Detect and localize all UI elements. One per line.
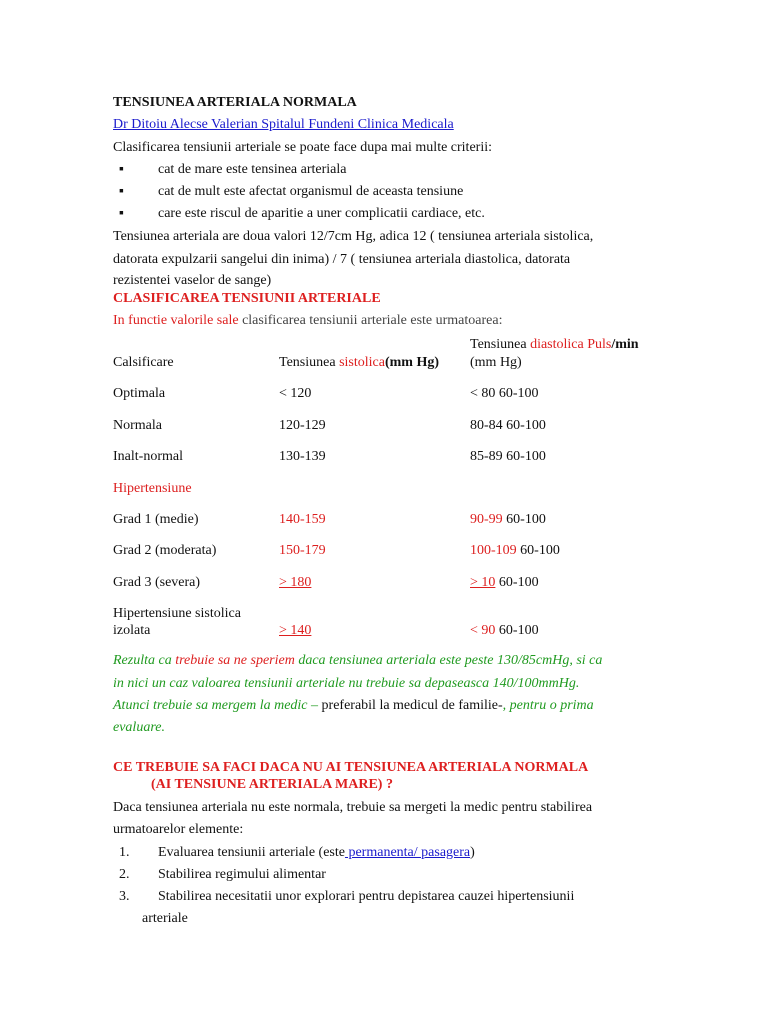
- bullet-text: care este riscul de aparitie a uner complicatii cardiace, etc.: [158, 206, 485, 221]
- paragraph-line: urmatoarelor elemente:: [113, 822, 244, 837]
- page-title: TENSIUNEA ARTERIALA NORMALA: [113, 95, 357, 110]
- row-label: Hipertensiune sistolica: [113, 606, 241, 621]
- conclusion-line: evaluare.: [113, 720, 165, 735]
- header-systolic-unit: (mm Hg): [384, 355, 439, 370]
- row-label: Optimala: [113, 386, 166, 401]
- row-diastolic: [470, 512, 546, 528]
- section-title: CLASIFICAREA TENSIUNII ARTERIALE: [113, 291, 381, 306]
- header-diastolic: [470, 337, 639, 353]
- item-text-main: Evaluarea tensiunii arteriale (este: [158, 845, 345, 860]
- row-systolic: 140-159: [279, 512, 326, 527]
- conclusion-text: daca tensiunea arteriala este peste 130/85cmHg, si ca: [294, 653, 603, 668]
- row-diastolic: < 80 60-100: [470, 386, 539, 401]
- row-label: Grad 3 (severa): [113, 575, 201, 590]
- item-text: Stabilirea necesitatii unor explorari pentru depistarea cauzei hipertensiunii: [158, 889, 575, 904]
- row-label-cont: izolata: [113, 623, 151, 638]
- section-intro: [113, 313, 502, 329]
- paragraph-line: Tensiunea arteriala are doua valori 12/7cm Hg, adica 12 ( tensiunea arteriala sistolica,: [113, 229, 594, 244]
- hypertension-label: Hipertensiune: [113, 481, 192, 496]
- item-number: 2.: [119, 867, 130, 882]
- conclusion-highlight: trebuie sa ne speriem: [175, 653, 295, 668]
- header-diastolic-unit-line: (mm Hg): [470, 355, 522, 370]
- conclusion-plain: preferabil la medicul de familie-: [321, 698, 503, 713]
- header-diastolic-unit: /min: [611, 337, 639, 352]
- row-pulse-value: 60-100: [495, 575, 539, 590]
- conclusion-text: Atunci trebuie sa mergem la medic –: [113, 698, 322, 713]
- row-pulse-value: 60-100: [502, 512, 546, 527]
- header-diastolic-highlight: diastolica Puls: [530, 337, 612, 352]
- paragraph-line: Daca tensiunea arteriala nu este normala, trebuie sa mergeti la medic pentru stabilirea: [113, 800, 593, 815]
- row-diastolic: [470, 575, 539, 591]
- conclusion-line: in nici un caz valoarea tensiunii arteriale nu trebuie sa depaseasca 140/100mmHg.: [113, 676, 580, 691]
- intro-text: Clasificarea tensiunii arteriale se poate face dupa mai multe criterii:: [113, 140, 492, 155]
- author-link[interactable]: Dr Ditoiu Alecse Valerian Spitalul Fundeni Clinica Medicala: [113, 117, 454, 132]
- row-systolic: 130-139: [279, 449, 326, 464]
- row-label: Inalt-normal: [113, 449, 183, 464]
- row-systolic: 120-129: [279, 418, 326, 433]
- paragraph-line: datorata expulzarii sangelui din inima) / 7 ( tensiunea arteriala diastolica, datorata: [113, 252, 571, 267]
- row-diastolic-value: 90-99: [470, 512, 503, 527]
- conclusion-line: [113, 653, 602, 669]
- row-label: Grad 1 (medie): [113, 512, 199, 527]
- conclusion-line: [113, 698, 594, 714]
- section-title: CE TREBUIE SA FACI DACA NU AI TENSIUNEA ARTERIALA NORMALA: [113, 760, 589, 775]
- header-systolic-label: Tensiunea: [279, 355, 340, 370]
- item-number: 1.: [119, 845, 130, 860]
- item-text: [158, 845, 475, 861]
- section-title-cont: (AI TENSIUNE ARTERIALA MARE) ?: [151, 777, 393, 792]
- section-intro-highlight: In functie valorile sale: [113, 313, 239, 328]
- row-label: Normala: [113, 418, 162, 433]
- row-pulse-value: 60-100: [495, 623, 539, 638]
- section-intro-rest: clasificarea tensiunii arteriale este urmatoarea:: [238, 313, 503, 328]
- row-diastolic-value: 100-109: [470, 543, 517, 558]
- header-systolic-highlight: sistolica: [339, 355, 385, 370]
- numbered-item-cont: arteriale: [142, 911, 188, 926]
- row-diastolic-value: > 10: [470, 575, 496, 590]
- row-pulse-value: 60-100: [516, 543, 560, 558]
- conclusion-text: , pentru o prima: [502, 698, 594, 713]
- row-systolic: 150-179: [279, 543, 326, 558]
- bullet-text: cat de mult este afectat organismul de aceasta tensiune: [158, 184, 464, 199]
- item-number: 3.: [119, 889, 130, 904]
- row-systolic: > 180: [279, 575, 312, 590]
- bullet-icon: ▪: [119, 206, 124, 221]
- header-diastolic-label: Tensiunea: [470, 337, 531, 352]
- bullet-icon: ▪: [119, 184, 124, 199]
- row-diastolic-value: < 90: [470, 623, 496, 638]
- row-diastolic: 80-84 60-100: [470, 418, 546, 433]
- item-text-end: ): [470, 845, 475, 860]
- header-systolic: [279, 355, 439, 371]
- row-systolic: < 120: [279, 386, 312, 401]
- row-label: Grad 2 (moderata): [113, 543, 217, 558]
- bullet-icon: ▪: [119, 162, 124, 177]
- item-link[interactable]: permanenta/ pasagera: [344, 845, 471, 860]
- header-classification: Calsificare: [113, 355, 174, 370]
- bullet-text: cat de mare este tensinea arteriala: [158, 162, 347, 177]
- row-diastolic: [470, 543, 560, 559]
- row-systolic: > 140: [279, 623, 312, 638]
- row-diastolic: 85-89 60-100: [470, 449, 546, 464]
- item-text: Stabilirea regimului alimentar: [158, 867, 326, 882]
- row-diastolic: [470, 623, 539, 639]
- conclusion-text: Rezulta ca: [113, 653, 176, 668]
- paragraph-line: rezistentei vaselor de sange): [113, 273, 272, 288]
